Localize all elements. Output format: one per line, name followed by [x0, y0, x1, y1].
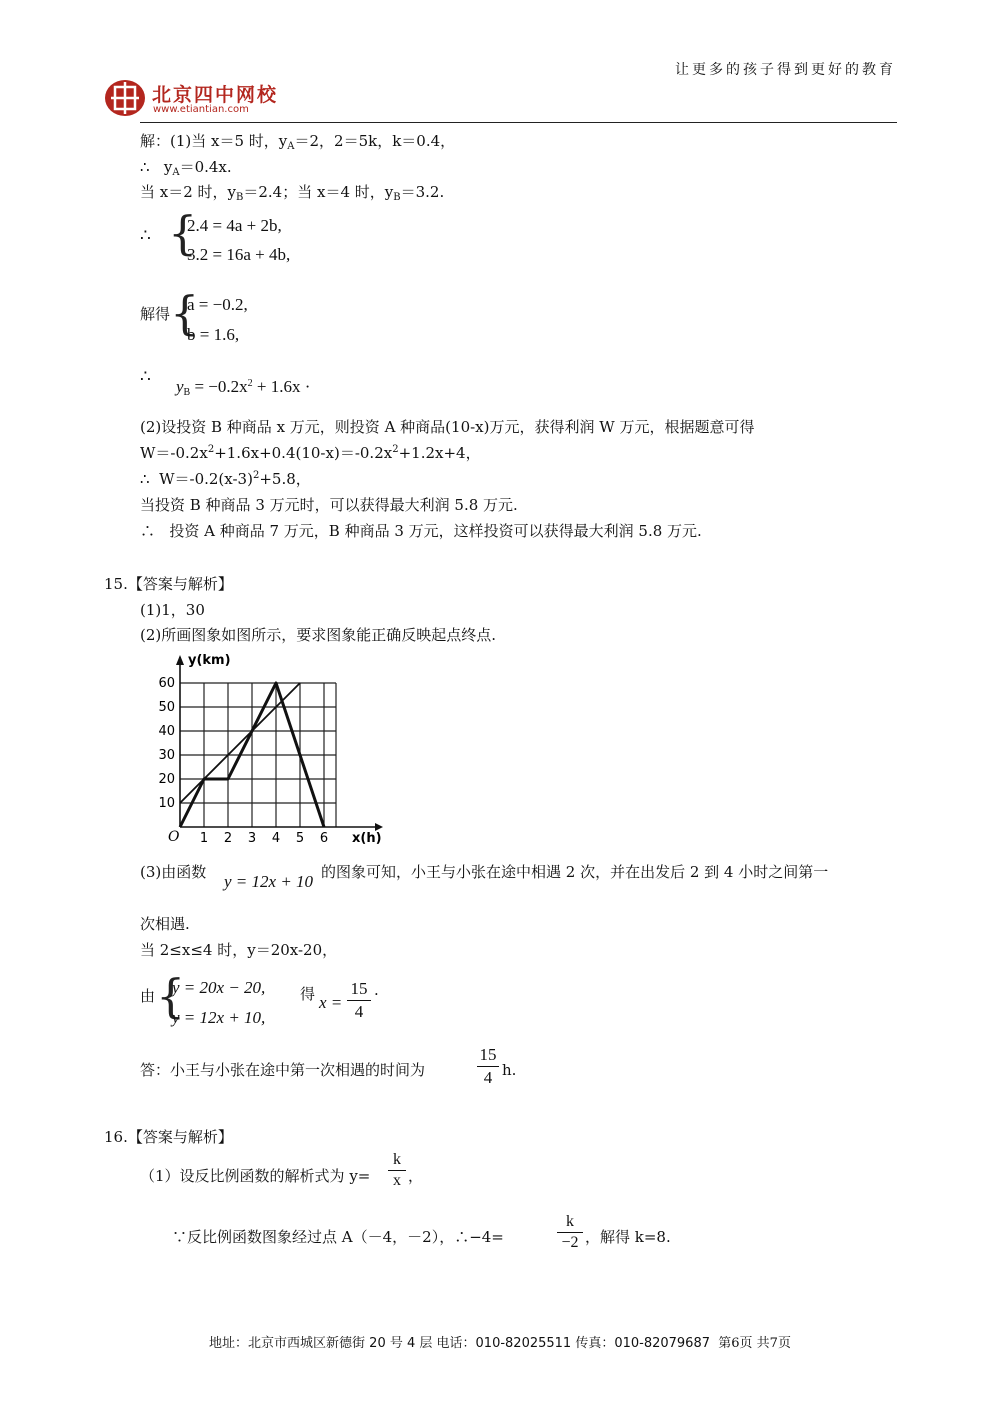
p14-sys2-brace: {: [170, 286, 200, 340]
footer-page-number: 第6页 共7页: [718, 1336, 791, 1351]
p15-answer-3-cont: 次相遇.: [140, 915, 190, 933]
y-tick-label: 20: [158, 772, 175, 787]
x-tick-label: 3: [247, 831, 257, 845]
p16-line1-post: ，: [408, 1167, 424, 1185]
p15-final-answer: 答：小王与小张在途中第一次相遇的时间为: [140, 1061, 426, 1079]
p15-sys-eq1: y = 20x − 20,: [172, 978, 266, 997]
footer-address: 地址：北京市西城区新德街 20 号 4 层 电话：010-82025511 传真：010-82079687: [209, 1336, 710, 1351]
p14-sys1-eq1: 2.4 = 4a + 2b,: [187, 216, 282, 235]
p14-result-therefore: ∴: [140, 367, 151, 387]
p14-part2-line1: (2)设投资 B 种商品 x 万元，则投资 A 种商品(10-x)万元，获得利润 W 万元，根据题意可得: [140, 418, 755, 436]
p15-formula: y = 12x + 10: [224, 872, 314, 891]
footer: [0, 1336, 1000, 1352]
p15-final-fraction: 15 4: [477, 1045, 499, 1087]
x-tick-label: 5: [295, 831, 305, 845]
y-axis-label: y(km): [188, 653, 231, 668]
y-tick-label: 60: [158, 676, 175, 691]
p14-sys2-eq2: b = 1.6,: [187, 325, 240, 344]
p16-line1: （1）设反比例函数的解析式为 y=: [140, 1167, 371, 1185]
p15-heading: 15.【答案与解析】: [104, 575, 233, 593]
p14-sys1-eq2: 3.2 = 16a + 4b,: [187, 245, 291, 264]
p15-sys-dot: ·: [374, 985, 379, 1003]
p14-result: $y_B = -0.2x^2 + 1.6x$ ·: [176, 377, 311, 398]
p15-answer-4: 当 2≤x≤4 时，y＝20x-20，: [140, 941, 338, 959]
y-axis-arrow: [176, 655, 184, 665]
p15-answer-2: (2)所画图象如图所示，要求图象能正确反映起点终点.: [140, 626, 497, 644]
p14-part2-line3: ∴ $W=-0.2(x-3)^2+5.8$，: [140, 470, 311, 488]
p14-line1: 解：(1)当 x＝5 时，$y_A=2$，2＝5k，k＝0.4，: [140, 132, 456, 152]
x-axis-label: x(h): [352, 831, 382, 845]
y-tick-label: 40: [158, 724, 175, 739]
logo-emblem-icon: [103, 78, 147, 118]
y-tick-label: 10: [158, 796, 175, 811]
p16-line2-post: ，解得 k=8.: [585, 1228, 671, 1246]
p15-answer-3-post: 的图象可知，小王与小张在途中相遇 2 次，并在出发后 2 到 4 小时之间第一: [321, 863, 829, 881]
y-tick-label: 50: [158, 700, 175, 715]
x-tick-label: 4: [271, 831, 281, 845]
series-line: [180, 683, 300, 803]
p16-line2-fraction: k −2: [557, 1213, 583, 1253]
p15-answer-3: (3)由函数: [140, 863, 207, 881]
p14-sys1-brace: {: [168, 206, 198, 260]
x-axis-arrow: [375, 823, 383, 831]
p14-part2-line4: 当投资 B 种商品 3 万元时，可以获得最大利润 5.8 万元.: [140, 496, 518, 514]
p15-final-unit: h.: [502, 1061, 517, 1079]
p16-line2: ∵反比例函数图象经过点 A（－4，－2），∴−4=: [172, 1228, 504, 1246]
p16-line1-fraction: k x: [388, 1151, 406, 1191]
p14-part2-line5: ∴ 投资 A 种商品 7 万元，B 种商品 3 万元，这样投资可以获得最大利润 5.8 万元.: [140, 522, 702, 540]
p14-line2: ∴ $y_A=0.4x$.: [140, 158, 232, 178]
x-tick-label: 6: [319, 831, 329, 845]
logo-url: www.etiantian.com: [153, 104, 249, 115]
p15-sys-x: x =: [319, 993, 343, 1012]
y-tick-label: 30: [158, 748, 175, 763]
slogan: 让更多的孩子得到更好的教育: [675, 62, 896, 78]
p15-sys-get: 得: [300, 985, 316, 1003]
p14-sys2-eq1: a = −0.2,: [187, 295, 248, 314]
p14-sys2-label: 解得: [140, 305, 171, 323]
p14-line3: 当 x＝2 时，$y_B=2.4$；当 x＝4 时，$y_B=3.2$.: [140, 183, 445, 203]
p15-sys-fraction: 15 4: [347, 979, 371, 1021]
p15-answer-1: (1)1，30: [140, 601, 205, 619]
origin-label: O: [168, 829, 180, 845]
x-tick-label: 2: [223, 831, 233, 845]
p14-part2-line2: $W=-0.2x^2+1.6x+0.4(10-x)=-0.2x^2+1.2x+4$，: [140, 444, 481, 462]
distance-time-chart: [150, 645, 400, 845]
p16-heading: 16.【答案与解析】: [104, 1128, 233, 1146]
p15-sys-label: 由: [140, 987, 156, 1005]
logo-text: 北京四中网校: [152, 84, 279, 106]
p15-sys-eq2: y = 12x + 10,: [172, 1008, 266, 1027]
p15-sys-brace: {: [156, 969, 186, 1023]
p14-sys1-therefore: ∴: [140, 226, 151, 246]
header: [0, 0, 1000, 125]
x-tick-label: 1: [199, 831, 209, 845]
header-divider: [140, 122, 897, 123]
